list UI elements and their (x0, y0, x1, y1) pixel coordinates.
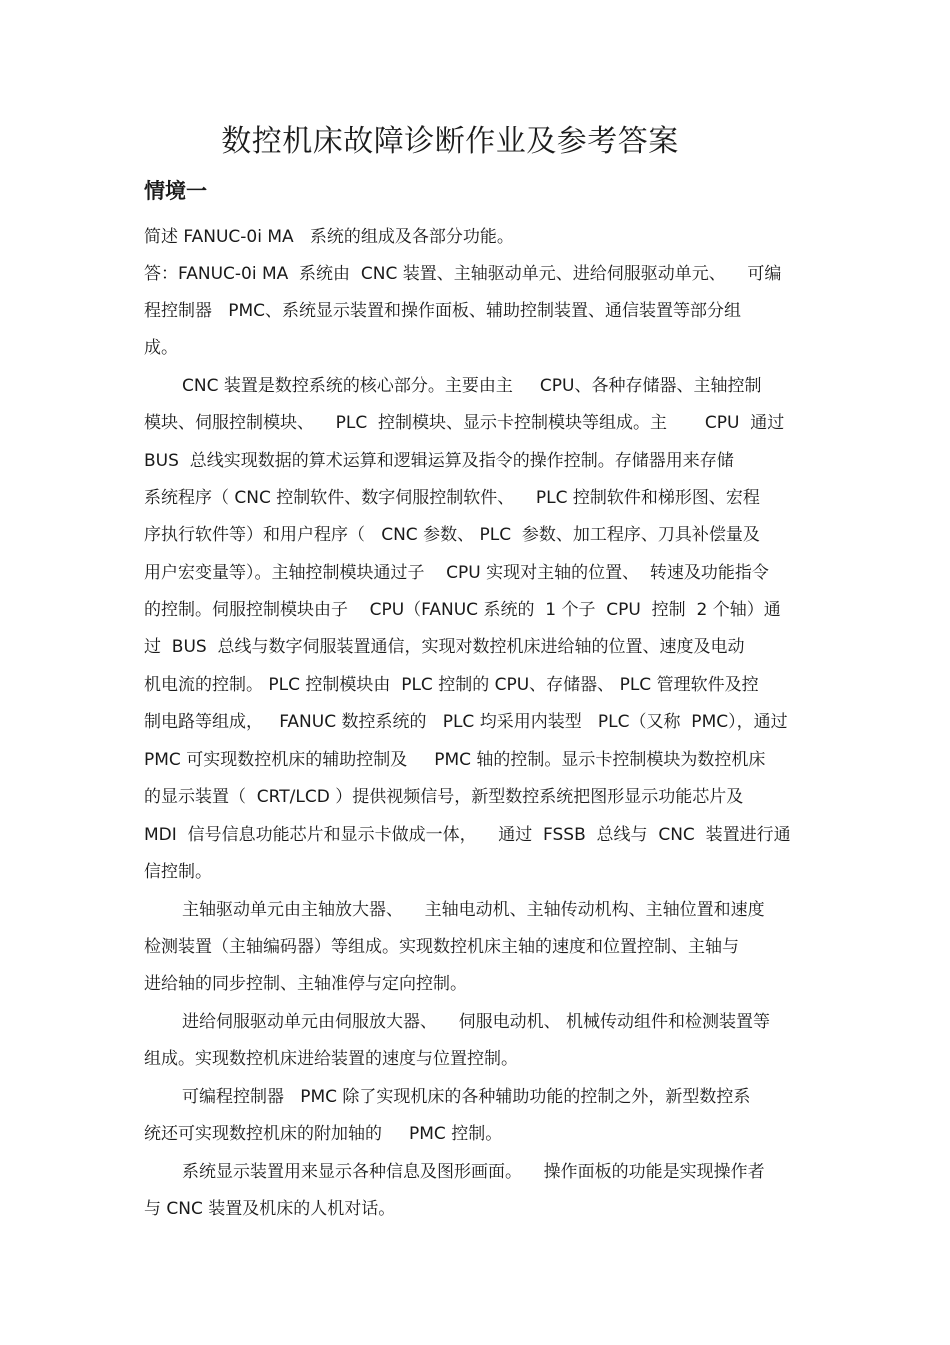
paragraph-line: 信控制。 (144, 862, 212, 882)
question-line: 简述 FANUC-0i MA 系统的组成及各部分功能。 (144, 227, 514, 247)
paragraph-line: 统还可实现数控机床的附加轴的 PMC 控制。 (144, 1124, 503, 1144)
paragraph-line: PMC 可实现数控机床的辅助控制及 PMC 轴的控制。显示卡控制模块为数控机床 (144, 750, 766, 770)
paragraph-line: 序执行软件等）和用户程序（ CNC 参数、 PLC 参数、加工程序、刀具补偿量及 (144, 525, 760, 545)
document-title: 数控机床故障诊断作业及参考答案 (221, 124, 679, 159)
paragraph-line: 可编程控制器 PMC 除了实现机床的各种辅助功能的控制之外，新型数控系 (182, 1087, 751, 1107)
answer-line: 程控制器 PMC、系统显示装置和操作面板、辅助控制装置、通信装置等部分组 (144, 301, 741, 321)
paragraph-line: 进给轴的同步控制、主轴准停与定向控制。 (144, 974, 467, 994)
answer-line: 答：FANUC-0i MA 系统由 CNC 装置、主轴驱动单元、进给伺服驱动单元、 可编 (144, 264, 782, 284)
paragraph-line: 进给伺服驱动单元由伺服放大器、 伺服电动机、 机械传动组件和检测装置等 (182, 1012, 771, 1032)
paragraph-line: CNC 装置是数控系统的核心部分。主要由主 CPU、各种存储器、主轴控制 (182, 376, 762, 396)
paragraph-line: 的控制。伺服控制模块由子 CPU（FANUC 系统的 1 个子 CPU 控制 2 个轴）通 (144, 600, 781, 620)
paragraph-line: 与 CNC 装置及机床的人机对话。 (144, 1199, 396, 1219)
paragraph-line: 系统程序（ CNC 控制软件、数字伺服控制软件、 PLC 控制软件和梯形图、宏程 (144, 488, 760, 508)
paragraph-line: 组成。实现数控机床进给装置的速度与位置控制。 (144, 1049, 518, 1069)
paragraph-line: 过 BUS 总线与数字伺服装置通信，实现对数控机床进给轴的位置、速度及电动 (144, 637, 745, 657)
paragraph-line: 检测装置（主轴编码器）等组成。实现数控机床主轴的速度和位置控制、主轴与 (144, 937, 739, 957)
section-heading: 情境一 (144, 179, 207, 203)
paragraph-line: 的显示装置（ CRT/LCD ）提供视频信号，新型数控系统把图形显示功能芯片及 (144, 787, 744, 807)
answer-line: 成。 (144, 338, 178, 358)
paragraph-line: BUS 总线实现数据的算术运算和逻辑运算及指令的操作控制。存储器用来存储 (144, 451, 734, 471)
paragraph-line: 制电路等组成， FANUC 数控系统的 PLC 均采用内装型 PLC（又称 PMC），通过 (144, 712, 788, 732)
paragraph-line: MDI 信号信息功能芯片和显示卡做成一体， 通过 FSSB 总线与 CNC 装置进行通 (144, 825, 791, 845)
paragraph-line: 主轴驱动单元由主轴放大器、 主轴电动机、主轴传动机构、主轴位置和速度 (182, 900, 765, 920)
paragraph-line: 用户宏变量等）。主轴控制模块通过子 CPU 实现对主轴的位置、 转速及功能指令 (144, 563, 769, 583)
paragraph-line: 系统显示装置用来显示各种信息及图形画面。 操作面板的功能是实现操作者 (182, 1162, 765, 1182)
paragraph-line: 机电流的控制。 PLC 控制模块由 PLC 控制的 CPU、存储器、 PLC 管理软件及控 (144, 675, 759, 695)
paragraph-line: 模块、伺服控制模块、 PLC 控制模块、显示卡控制模块等组成。主 CPU 通过 (144, 413, 785, 433)
